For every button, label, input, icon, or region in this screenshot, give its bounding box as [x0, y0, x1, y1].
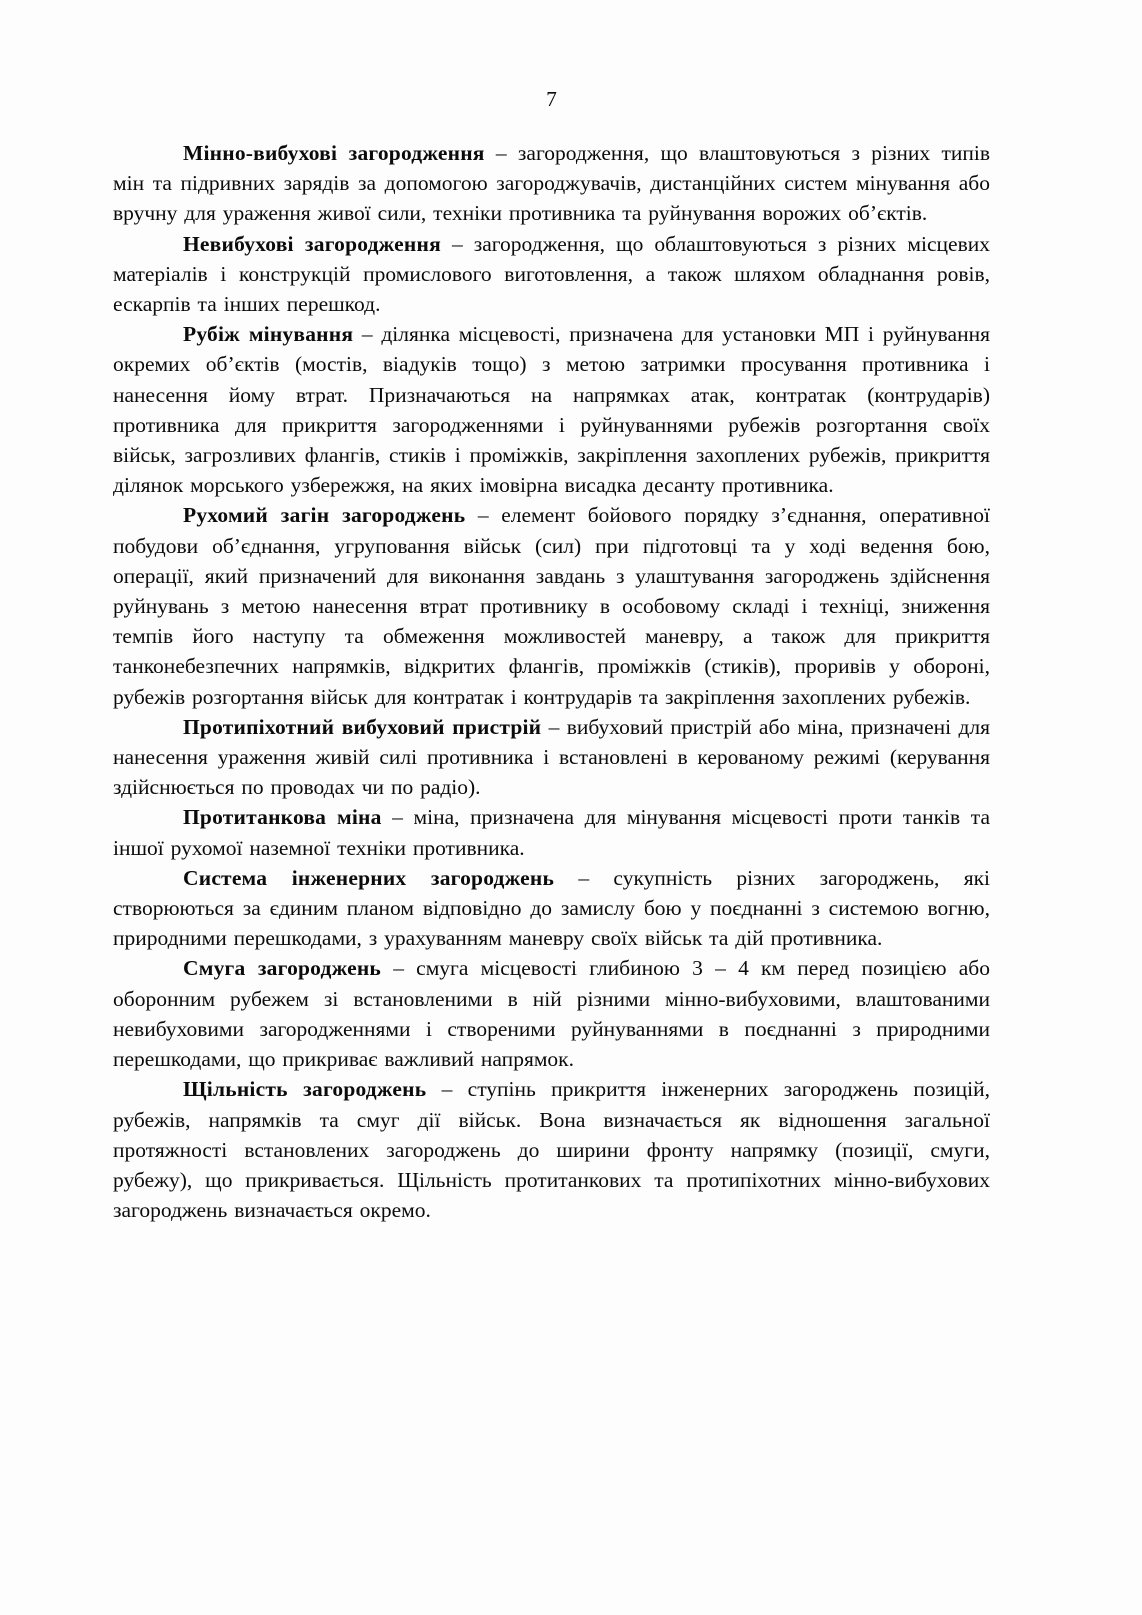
definition-text: – вибуховий пристрій або міна, призначені для нанесення ураження живій силі противника і встановлені в керованому режимі (керування здійснюється по проводах чи по радіо).: [113, 714, 990, 800]
definition-paragraph: [113, 500, 990, 711]
definition-text: – міна, призначена для мінування місцевості проти танків та іншої рухомої наземної техніки противника.: [113, 805, 990, 860]
term: Смуга загороджень: [183, 956, 381, 981]
document-body: [113, 138, 990, 1225]
term: Рубіж мінування: [183, 322, 354, 347]
term: Протипіхотний вибуховий пристрій: [183, 714, 542, 739]
definition-paragraph: [113, 229, 990, 320]
definition-paragraph: [113, 953, 990, 1074]
definition-paragraph: [113, 1074, 990, 1225]
definition-text: – елемент бойового порядку з’єднання, оперативної побудови об’єднання, угруповання військ (сил) при підготовці та у ході ведення бою, операції, який призначений для виконання завдань з улаштування загороджень здійснення руйнувань з метою нанесення втрат противнику в особовому складі і техніці, зниження темпів його наступу та обмеження можливостей маневру, а також для прикриття танконебезпечних напрямків, відкритих флангів, проміжків (стиків), проривів у обороні, рубежів розгортання військ для контратак і контрударів та закріплення захоплених рубежів.: [113, 503, 990, 709]
definition-text: – ділянка місцевості, призначена для установки МП і руйнування окремих об’єктів (мостів, віадуків тощо) з метою затримки просування противника і нанесення йому втрат. Призначаються на напрямках атак, контратак (контрударів) противника для прикриття загородженнями і руйнуваннями рубежів розгортання своїх військ, загрозливих флангів, стиків і проміжків, закріплення захоплених рубежів, прикриття ділянок морського узбережжя, на яких імовірна висадка десанту противника.: [113, 322, 990, 498]
term: Щільність загороджень: [183, 1077, 427, 1102]
term: Рухомий загін загороджень: [183, 503, 466, 528]
term: Протитанкова міна: [183, 805, 382, 830]
page-number: 7: [546, 87, 557, 111]
definition-text: – смуга місцевості глибиною 3 – 4 км перед позицією або оборонним рубежем зі встановленими в ній різними мінно-вибуховими, влаштованими невибуховими загородженнями і створеними руйнуваннями в поєднанні з природними перешкодами, що прикриває важливий напрямок.: [113, 956, 990, 1072]
term: Система інженерних загороджень: [183, 865, 555, 890]
definition-paragraph: [113, 863, 990, 954]
definition-paragraph: [113, 712, 990, 803]
definition-text: – сукупність різних загороджень, які створюються за єдиним планом відповідно до замислу бою у поєднанні з системою вогню, природними перешкодами, з урахуванням маневру своїх військ та дій противника.: [113, 865, 991, 951]
definition-paragraph: [113, 138, 990, 229]
term: Невибухові загородження: [183, 231, 441, 256]
definition-text: – загородження, що облаштовуються з різних місцевих матеріалів і конструкцій промислового виготовлення, а також шляхом обладнання ровів, ескарпів та інших перешкод.: [113, 231, 990, 317]
definition-text: – загородження, що влаштовуються з різних типів мін та підривних зарядів за допомогою загороджувачів, дистанційних систем мінування або вручну для ураження живої сили, техніки противника та руйнування ворожих об’єктів.: [113, 141, 990, 226]
definition-text: – ступінь прикриття інженерних загороджень позицій, рубежів, напрямків та смуг дії військ. Вона визначається як відношення загальної протяжності встановлених загороджень до ширини фронту напрямку (позиції, смуги, рубежу), що прикривається. Щільність протитанкових та протипіхотних мінно-вибухових загороджень визначається окремо.: [113, 1077, 990, 1223]
definition-paragraph: [113, 802, 990, 862]
definition-paragraph: [113, 319, 990, 500]
term: Мінно-вибухові загородження: [183, 141, 485, 165]
